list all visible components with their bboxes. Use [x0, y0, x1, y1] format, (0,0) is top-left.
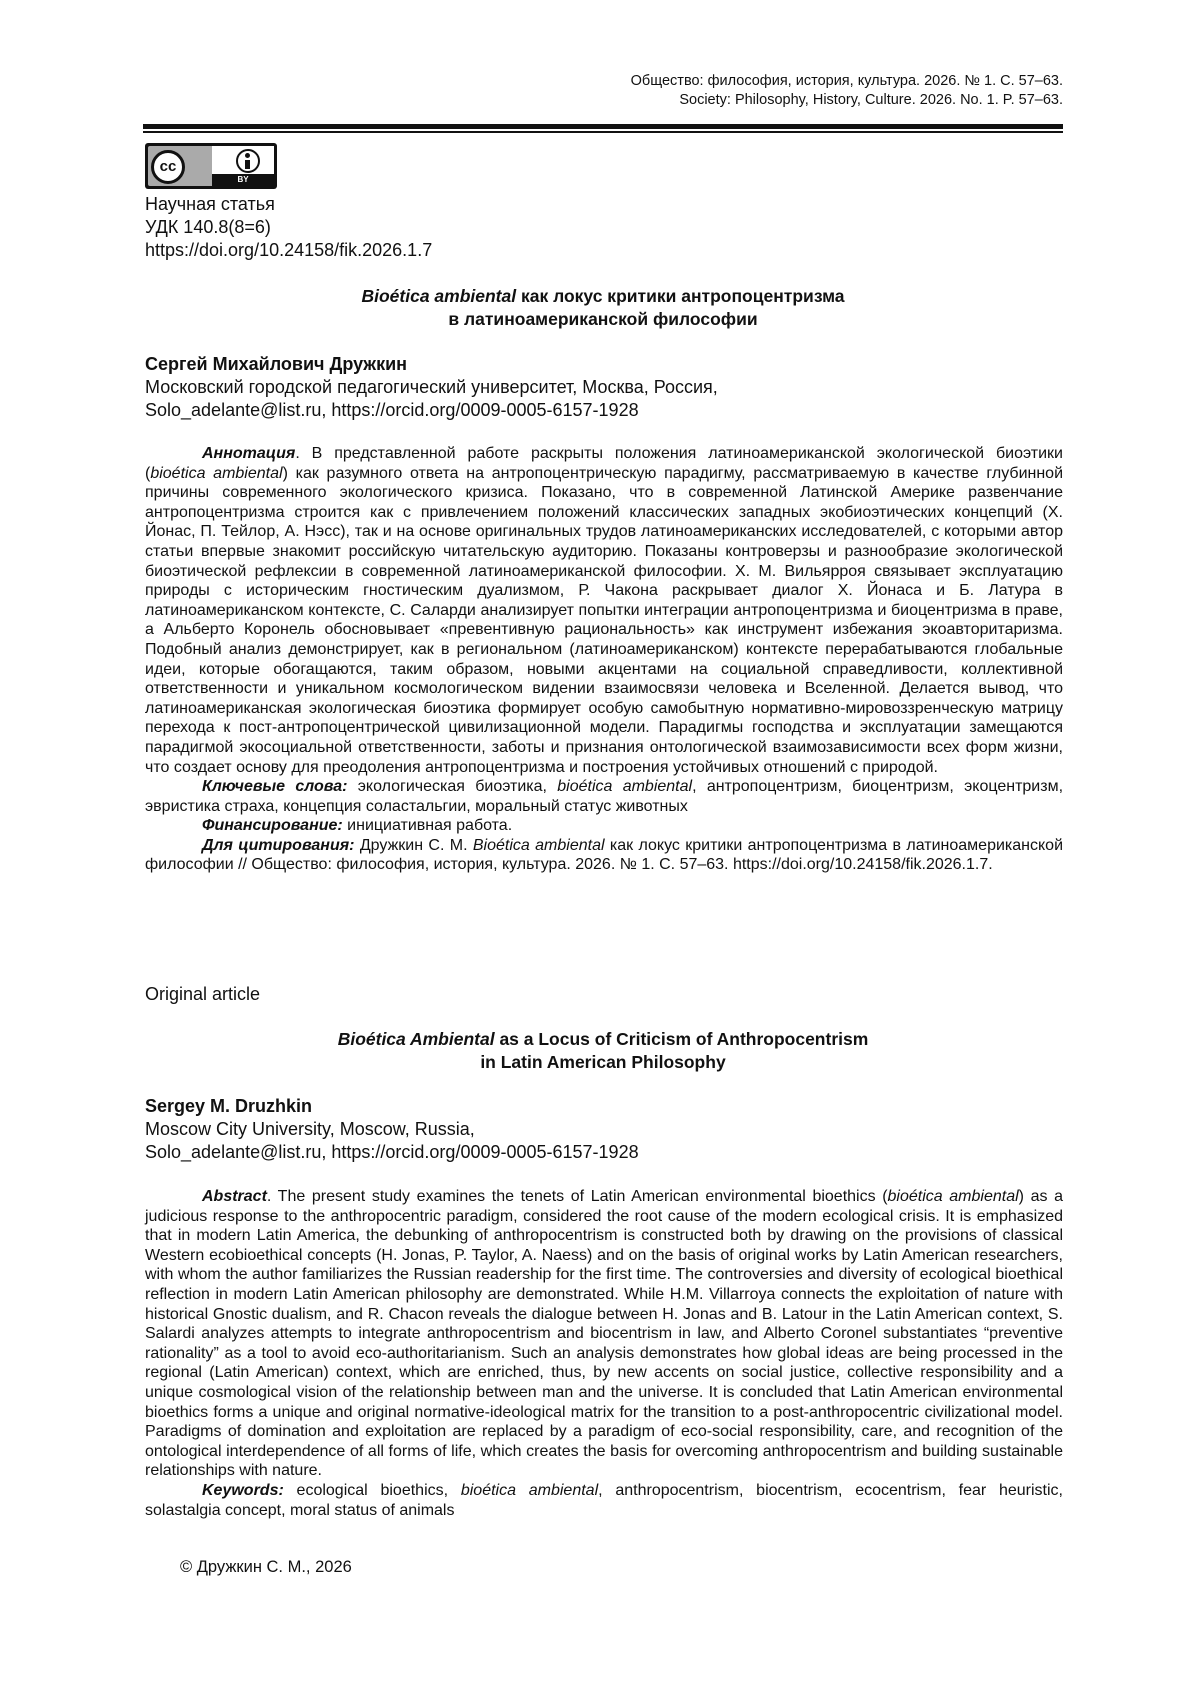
keywords-ru: Ключевые слова: экологическая биоэтика, bioética ambiental, антропоцентризм, биоцентризм, экоцентризм, эвристика страха, концепция соластальгии, моральный статус животных: [145, 778, 1064, 815]
keywords-en: Keywords: ecological bioethics, bioética ambiental, anthropocentrism, biocentrism, ecocentrism, fear heuristic, solastalgia concept, moral status of animals: [145, 1481, 1064, 1519]
abstract-section-en: [145, 1187, 1063, 1520]
author-contacts-en[interactable]: Solo_adelante@list.ru, https://orcid.org/0009-0005-6157-1928: [145, 1142, 639, 1162]
title-ru-line1: как локус критики антропоцентризма: [516, 286, 845, 306]
article-type-en: Original article: [145, 984, 261, 1004]
copyright-notice: © Дружкин С. М., 2026: [180, 1558, 352, 1576]
article-type-ru: Научная статья: [145, 194, 275, 214]
author-name-ru: Сергей Михайлович Дружкин: [145, 354, 408, 374]
creative-commons-icon: cc: [151, 150, 185, 184]
title-en-line2: in Latin American Philosophy: [480, 1052, 726, 1072]
doi-link[interactable]: https://doi.org/10.24158/fik.2026.1.7: [145, 240, 433, 260]
title-ru-line2: в латиноамериканской философии: [448, 309, 758, 329]
author-block-en: [145, 1095, 639, 1164]
attribution-person-icon: [236, 149, 260, 173]
title-en-italic: Bioética Ambiental: [337, 1029, 495, 1049]
running-head: [631, 72, 1063, 110]
funding-label-ru: Финансирование:: [202, 817, 343, 835]
running-head-en: Society: Philosophy, History, Culture. 2026. No. 1. P. 57–63.: [679, 92, 1063, 108]
author-block-ru: [145, 353, 718, 422]
article-title-en: [143, 1028, 1063, 1074]
abstract-label-en: Abstract: [202, 1188, 267, 1205]
title-ru-italic: Bioética ambiental: [361, 286, 517, 306]
header-rule-thick: [143, 124, 1063, 129]
header-rule-thin: [143, 131, 1063, 133]
udc-code: УДК 140.8(8=6): [145, 217, 271, 237]
author-contacts-ru[interactable]: Solo_adelante@list.ru, https://orcid.org/0009-0005-6157-1928: [145, 400, 639, 420]
abstract-ru: Аннотация. В представленной работе раскрыты положения латиноамериканской экологической биоэтики (bioética ambiental) как разумного ответа на антропоцентрическую парадигму, рассматриваемую в качестве глубинной причины современного экологического кризиса. Показано, что в современной Латинской Америке развенчание антропоцентризма строится как с привлечением положений классических западных экобиоэтических концепций (Х. Йонас, П. Тейлор, А. Нэсс), так и на основе оригинальных трудов латиноамериканских исследователей, с которыми автор статьи впервые знакомит российскую читательскую аудиторию. Показаны контроверзы и разнообразие экологической биоэтической рефлексии в современной латиноамериканской философии. Х. М. Вильярроя связывает эксплуатацию природы с историческим гностическим дуализмом, Р. Чакона раскрывает диалог Х. Йонаса и Б. Латура в латиноамериканском контексте, С. Саларди анализирует попытки интеграции антропоцентризма и биоцентризма в праве, а Альберто Коронель обосновывает «превентивную рациональность» как инструмент избежания экоавторитаризма. Подобный анализ демонстрирует, как в региональном (латиноамериканском) контексте перерабатываются глобальные идеи, которые обогащаются, таким образом, новыми акцентами на социальной справедливости, коллективной ответственности и уникальном космологическом видении взаимосвязи человека и Вселенной. Делается вывод, что латиноамериканская экологическая биоэтика формирует особую самобытную нормативно-мировоззренческую матрицу перехода к пост-антропоцентрической цивилизационной модели. Парадигмы господства и эксплуатации замещаются парадигмой экосоциальной ответственности, заботы и признания онтологической взаимозависимости всех форм жизни, что создает основу для преодоления антропоцентризма и построения устойчивых отношений с природой.: [145, 445, 1064, 776]
cc-by-license-badge: [145, 143, 277, 189]
by-label: BY: [212, 174, 274, 186]
citation-label-ru: Для цитирования:: [202, 836, 355, 854]
running-head-ru: Общество: философия, история, культура. 2026. № 1. С. 57–63.: [630, 73, 1063, 89]
funding-ru: Финансирование: инициативная работа.: [202, 817, 513, 835]
article-meta-ru: [145, 193, 432, 262]
author-name-en: Sergey M. Druzhkin: [145, 1096, 313, 1116]
author-affiliation-ru: Московский городской педагогический университет, Москва, Россия,: [145, 377, 718, 397]
author-affiliation-en: Moscow City University, Moscow, Russia,: [145, 1119, 475, 1139]
keywords-label-ru: Ключевые слова:: [202, 778, 348, 796]
abstract-label-ru: Аннотация: [202, 445, 296, 462]
citation-ru: Для цитирования: Дружкин С. М. Bioética ambiental как локус критики антропоцентризма в латиноамериканской философии // Общество: философия, история, культура. 2026. № 1. С. 57–63. https://doi.org/10.24158/fik.2026.1.7.: [145, 836, 1063, 874]
article-title-ru: [143, 285, 1063, 331]
keywords-label-en: Keywords:: [202, 1481, 284, 1499]
abstract-section-ru: [145, 444, 1063, 875]
abstract-en: Abstract. The present study examines the tenets of Latin American environmental bioethics (bioética ambiental) as a judicious response to the anthropocentric paradigm, considered the root cause of the modern ecological crisis. It is emphasized that in modern Latin America, the debunking of anthropocentrism is constructed both by drawing on the provisions of classical Western ecobioethical concepts (H. Jonas, P. Taylor, A. Naess) and on the basis of original works by Latin American researchers, with whom the author familiarizes the Russian readership for the first time. The controversies and diversity of ecological bioethical reflection in modern Latin American philosophy are demonstrated. While H.M. Villarroya connects the exploitation of nature with historical Gnostic dualism, and R. Chacon reveals the dialogue between H. Jonas and B. Latour in the Latin American context, S. Salardi analyzes attempts to integrate anthropocentrism and biocentrism in law, and Alberto Coronel substantiates “preventive rationality” as a tool to avoid eco-authoritarianism. Such an analysis demonstrates how global ideas are being processed in the regional (Latin American) context, which are enriched, thus, by new accents on social justice, collective responsibility and a unique cosmological vision of the relationship between man and the universe. It is concluded that Latin American environmental bioethics forms a unique and original normative-ideological matrix for the transition to a post-anthropocentric civilizational model. Paradigms of domination and exploitation are replaced by a paradigm of eco-social responsibility, care, and recognition of the ontological interdependence of all forms of life, which creates the basis for overcoming anthropocentrism and building sustainable relationships with nature.: [145, 1188, 1064, 1480]
title-en-line1: as a Locus of Criticism of Anthropocentrism: [494, 1029, 869, 1049]
